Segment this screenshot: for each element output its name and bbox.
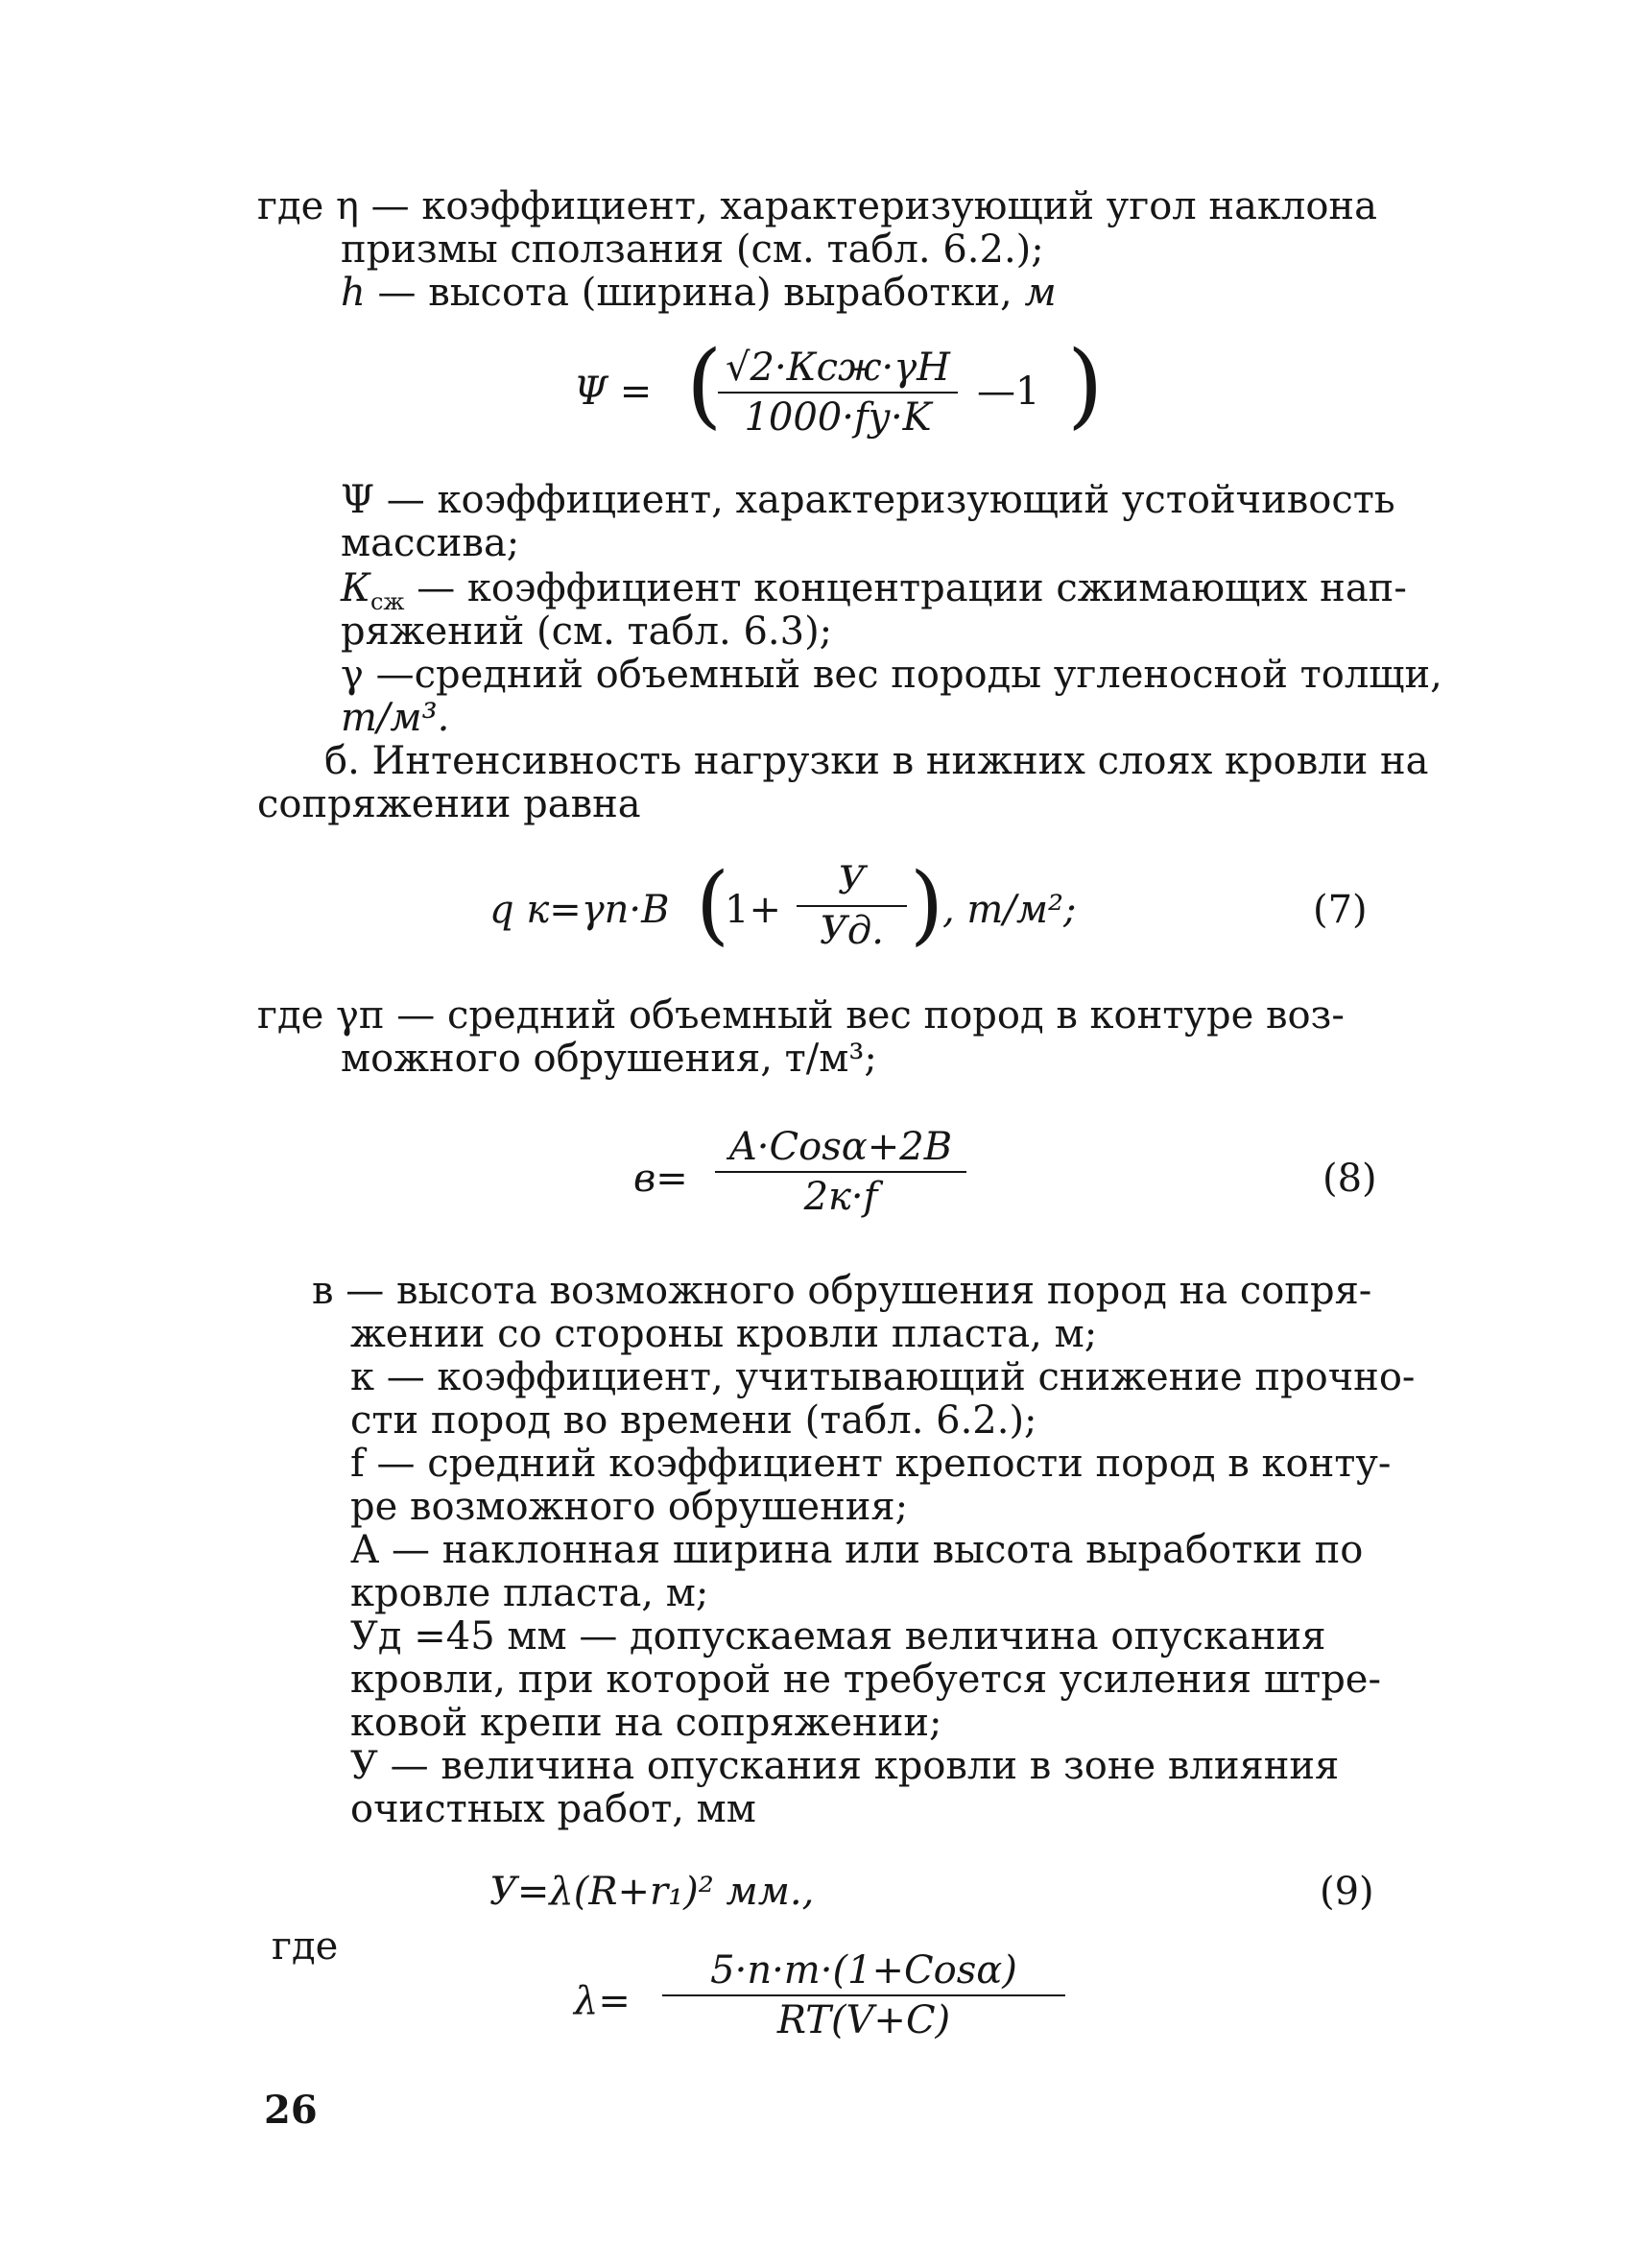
line-psi-def-1: Ψ — коэффициент, характеризующий устойчивость: [341, 478, 1395, 522]
line-gamma-def-2: т/м³.: [341, 696, 450, 740]
formula-lambda-numerator: 5·n·m·(1+Cosα): [710, 1948, 1017, 1993]
formula-7-unit: , т/м²;: [942, 888, 1077, 932]
formula-psi-denominator: 1000·fу·K: [744, 395, 932, 440]
line-yd-def-2: кровли, при которой не требуется усиления штре-: [350, 1658, 1381, 1702]
page-number: 26: [264, 2088, 318, 2133]
equation-number-7: (7): [1313, 888, 1368, 932]
line-v-def-2: жении со стороны кровли пласта, м;: [350, 1312, 1098, 1356]
formula-psi-fraction: [718, 346, 958, 440]
line-gde: где: [272, 1924, 339, 1969]
formula-8-fraction: [715, 1125, 966, 1219]
formula-9: У=λ(R+r₁)² мм.,: [489, 1870, 815, 1914]
line-a-def-2: кровле пласта, м;: [350, 1571, 709, 1615]
formula-lambda-lhs: λ=: [574, 1979, 631, 2023]
line-f-def-2: ре возможного обрушения;: [350, 1485, 909, 1529]
formula-8-denominator: 2к·f: [803, 1175, 878, 1219]
line-k-def-1: $К_{сж}$ — коэффициент концентрации сжимающих нап-: [341, 566, 1407, 615]
formula-psi-tail: —1: [977, 370, 1040, 414]
fraction-bar: [718, 392, 958, 394]
formula-7-fraction: [797, 859, 907, 953]
formula-8-lhs: в=: [633, 1157, 688, 1201]
formula-7-close-paren: ): [910, 854, 944, 955]
line-b-par-2: сопряжении равна: [257, 782, 641, 826]
line-gamma-def-1: γ —средний объемный вес породы угленосной толщи,: [341, 653, 1442, 697]
formula-lambda-denominator: RT(V+C): [776, 1998, 951, 2042]
formula-7-open-paren: (: [696, 854, 730, 955]
line-gp-def-2: можного обрушения, т/м³;: [341, 1037, 877, 1081]
formula-7-denominator: Уд.: [820, 909, 884, 953]
equation-number-8: (8): [1322, 1157, 1377, 1201]
fraction-bar: [662, 1994, 1065, 1996]
line-y-def-2: очистных работ, мм: [350, 1787, 756, 1831]
formula-7-lhs: q к=γп·B: [489, 888, 670, 932]
fraction-bar: [797, 905, 907, 907]
line-eta-def: где η — коэффициент, характеризующий угол наклона: [257, 184, 1377, 228]
line-psi-def-2: массива;: [341, 521, 520, 565]
formula-8-numerator: A·Cosα+2B: [728, 1125, 953, 1169]
line-y-def-1: У — величина опускания кровли в зоне влияния: [350, 1744, 1340, 1788]
line-prism: призмы сползания (см. табл. 6.2.);: [341, 227, 1044, 272]
formula-7-one-plus: 1+: [725, 888, 781, 932]
formula-psi-open-paren: (: [686, 331, 723, 439]
line-k-def-2: ряжений (см. табл. 6.3);: [341, 609, 833, 654]
line-f-def-1: f — средний коэффициент крепости пород в конту-: [350, 1442, 1392, 1486]
line-b-par-1: б. Интенсивность нагрузки в нижних слоях кровли на: [324, 739, 1429, 783]
line-h-def: h — высота (ширина) выработки, м: [341, 271, 1057, 315]
line-yd-def-1: Уд =45 мм — допускаемая величина опускания: [350, 1614, 1326, 1659]
line-yd-def-3: ковой крепи на сопряжении;: [350, 1701, 942, 1745]
equation-number-9: (9): [1320, 1870, 1374, 1914]
line-a-def-1: А — наклонная ширина или высота выработки по: [350, 1528, 1364, 1572]
line-kk-def-1: к — коэффициент, учитывающий снижение прочно-: [350, 1355, 1416, 1399]
formula-lambda-fraction: [662, 1948, 1065, 2042]
formula-7-numerator: У: [838, 859, 866, 903]
line-v-def-1: в — высота возможного обрушения пород на сопря-: [312, 1269, 1372, 1313]
line-kk-def-2: сти пород во времени (табл. 6.2.);: [350, 1398, 1037, 1443]
formula-psi-close-paren: ): [1067, 331, 1104, 439]
formula-psi-numerator: √2·Ксж·γH: [726, 346, 950, 390]
fraction-bar: [715, 1171, 966, 1173]
line-gp-def-1: где γп — средний объемный вес пород в контуре воз-: [257, 993, 1345, 1038]
formula-psi-lhs: Ψ =: [574, 370, 653, 414]
